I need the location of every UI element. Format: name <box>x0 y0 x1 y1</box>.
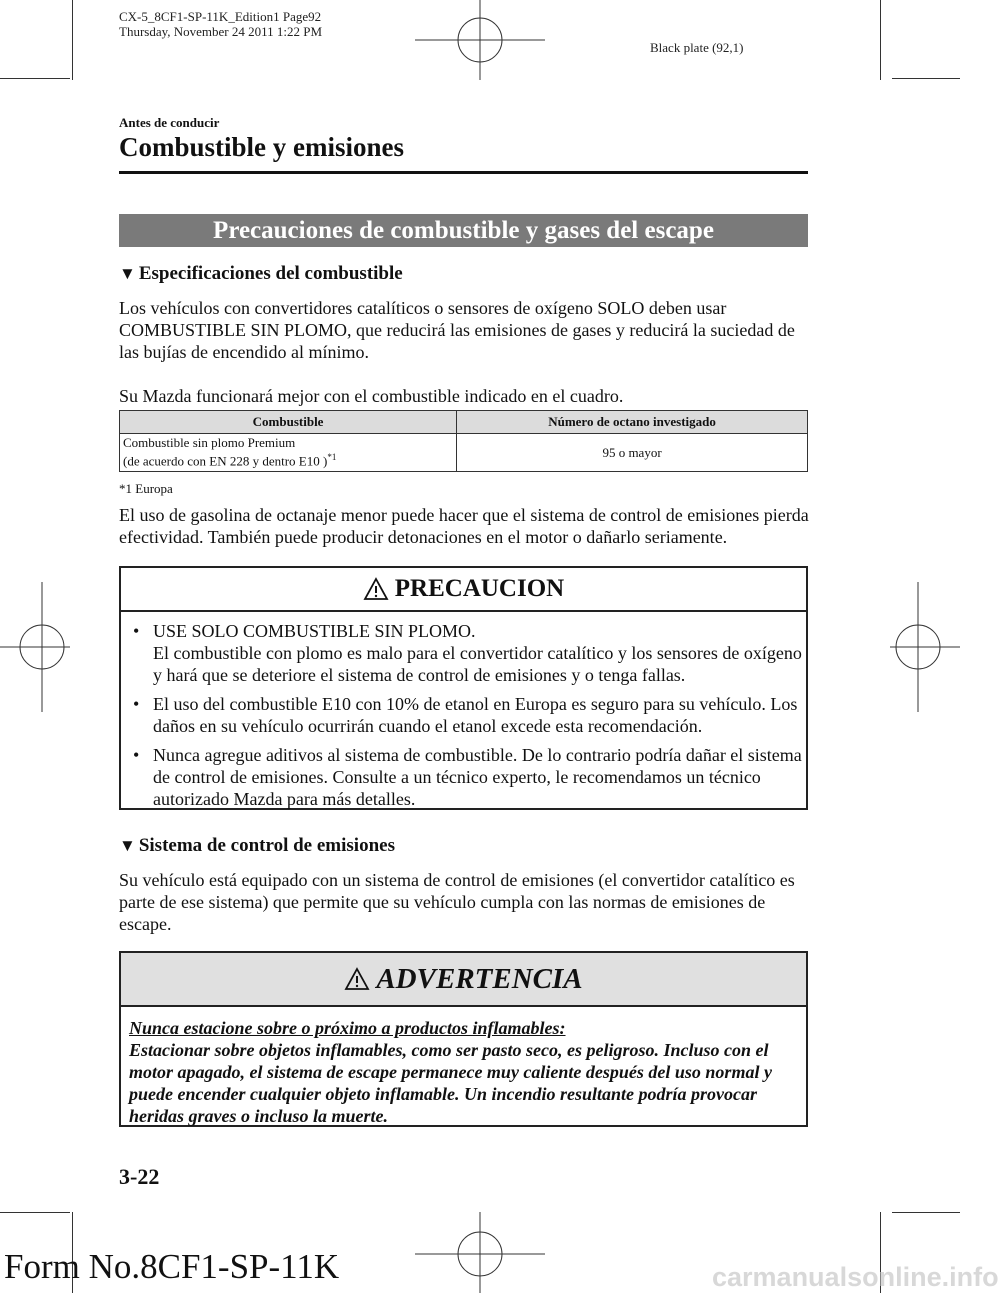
table-header-fuel: Combustible <box>120 411 457 434</box>
watermark: carmanualsonline.info <box>712 1262 999 1292</box>
warning-header <box>121 953 806 1007</box>
fuel-spec-paragraph-3: El uso de gasolina de octanaje menor puede hacer que el sistema de control de emisiones pierda efectividad. También puede producir detonaciones en el motor o dañarlo seriamente. <box>119 505 809 547</box>
caution-box <box>119 566 808 810</box>
table-cell-fuel <box>120 434 457 472</box>
list-item: • El uso del combustible E10 con 10% de etanol en Europa es seguro para su vehículo. Los daños en su vehículo ocurrirán cuando el etanol excede esta recomendación. <box>133 694 798 736</box>
print-header-plate: Black plate (92,1) <box>650 40 744 55</box>
fuel-spec-table <box>119 410 808 472</box>
registration-mark-right <box>890 582 960 712</box>
subheading-emissions-text: Sistema de control de emisiones <box>138 835 395 856</box>
emissions-paragraph: Su vehículo está equipado con un sistema de control de emisiones (el convertidor catalítico es parte de ese sistema) que permite que su vehículo cumpla con las normas de emisiones de escape. <box>119 870 795 934</box>
list-item: • USE SOLO COMBUSTIBLE SIN PLOMO. El combustible con plomo es malo para el convertidor catalítico y los sensores de oxígeno y hará que se deteriore el sistema de control de emisiones y o tenga fallas. <box>133 621 802 685</box>
warning-title: ADVERTENCIA <box>376 962 583 995</box>
warning-box <box>119 951 808 1127</box>
fuel-spec-paragraph-1: Los vehículos con convertidores catalíticos o sensores de oxígeno SOLO deben usar COMBUSTIBLE SIN PLOMO, que reducirá las emisiones de gases y reducirá la suciedad de las bujías de encendido al mínimo. <box>119 298 795 362</box>
registration-mark-top <box>415 0 545 80</box>
topic-banner: Precauciones de combustible y gases del escape <box>119 214 808 247</box>
table-header-row <box>120 411 808 434</box>
caution-header <box>121 568 806 612</box>
bullet-icon: • <box>133 694 140 714</box>
print-header-line2: Thursday, November 24 2011 1:22 PM <box>119 24 323 39</box>
subheading-fuel-spec <box>119 263 403 285</box>
bullet-icon: • <box>133 745 140 765</box>
table-header-octane: Número de octano investigado <box>457 411 808 434</box>
subheading-fuel-spec-text: Especificaciones del combustible <box>138 263 403 284</box>
subheading-emissions <box>119 835 395 857</box>
footnote-ref: *1 <box>327 452 337 463</box>
list-item: • Nunca agregue aditivos al sistema de combustible. De lo contrario podría dañar el sistema de control de emisiones. Consulte a un técnico experto, le recomendamos un técnico autorizado Mazda para más detalles. <box>133 745 802 809</box>
caution-list <box>121 612 806 810</box>
fuel-line-2: (de acuerdo con EN 228 y dentro E10 )$^{*1}$ <box>123 452 337 469</box>
warning-triangle-icon <box>344 967 370 991</box>
table-cell-octane: 95 o mayor <box>457 434 808 472</box>
form-number: Form No.8CF1-SP-11K <box>4 1247 340 1286</box>
fuel-line-1: Combustible sin plomo Premium <box>123 435 296 451</box>
table-footnote: *1 Europa <box>119 481 173 496</box>
page-number: 3-22 <box>119 1164 160 1189</box>
registration-mark-left <box>0 582 70 712</box>
title-rule <box>119 171 808 174</box>
table-row <box>120 434 808 472</box>
warning-triangle-icon <box>363 577 389 601</box>
registration-mark-bottom <box>415 1212 545 1293</box>
fuel-spec-paragraph-2: Su Mazda funcionará mejor con el combustible indicado en el cuadro. <box>119 386 624 406</box>
warning-text: Estacionar sobre objetos inflamables, como ser pasto seco, es peligroso. Incluso con el motor apagado, el sistema de escape permanece muy caliente después del uso normal y puede encender cualquier objeto inflamable. Un incendio resultante podría provocar heridas graves o incluso la muerte. <box>129 1040 772 1126</box>
bullet-icon: • <box>133 621 140 641</box>
warning-body <box>121 1007 806 1127</box>
print-header-line1: CX-5_8CF1-SP-11K_Edition1 Page92 <box>119 9 322 24</box>
warning-underlined: Nunca estacione sobre o próximo a productos inflamables: <box>129 1018 566 1038</box>
page-title: Combustible y emisiones <box>119 132 405 162</box>
triangle-icon: ▼ <box>119 836 136 855</box>
triangle-icon: ▼ <box>119 264 136 283</box>
section-label: Antes de conducir <box>119 115 220 130</box>
caution-title: PRECAUCION <box>394 575 565 602</box>
